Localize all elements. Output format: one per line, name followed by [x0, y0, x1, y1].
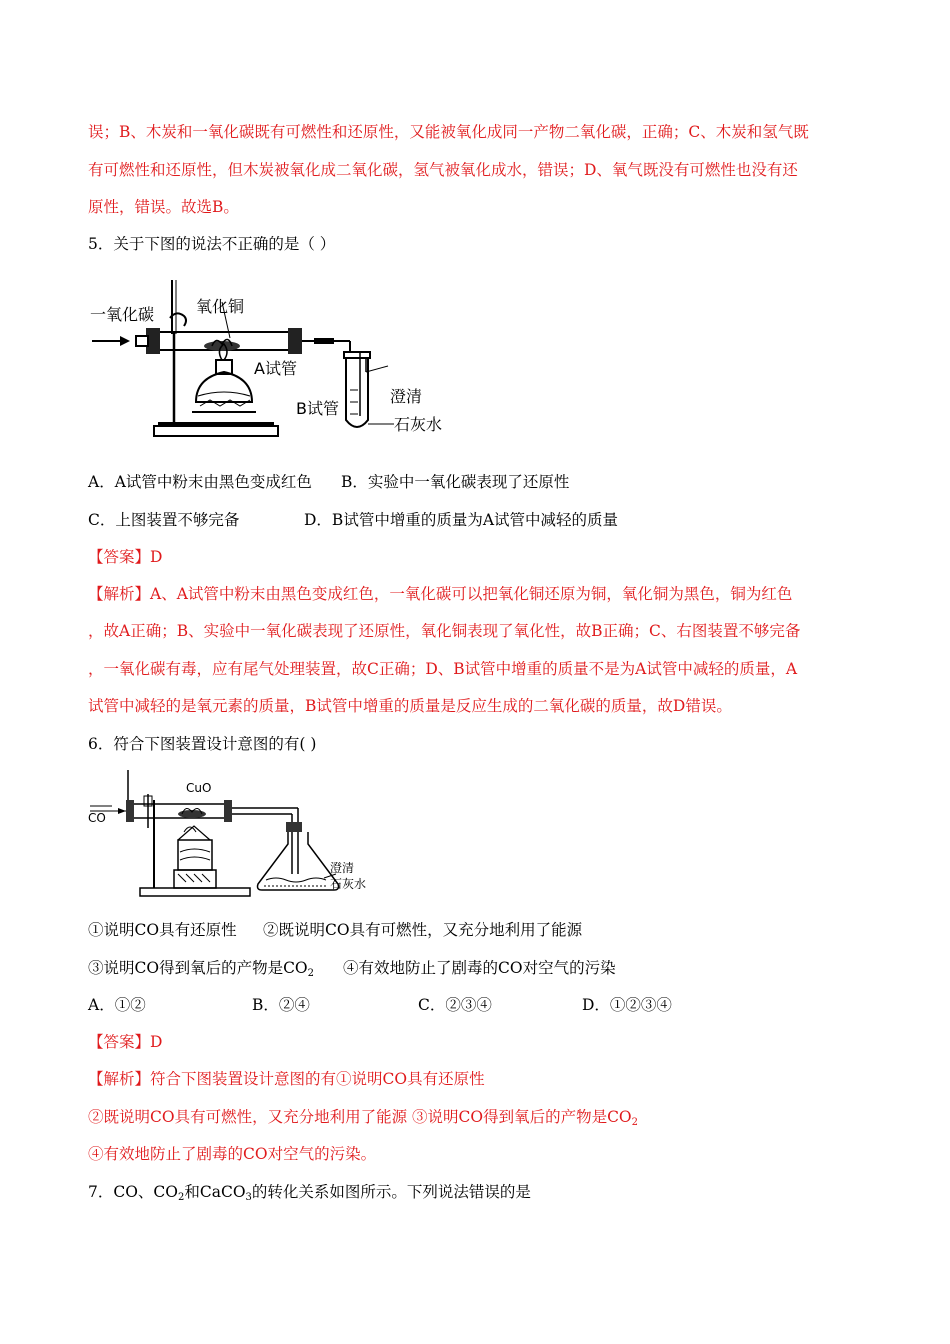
q6-statement-3: ③说明CO得到氧后的产物是$CO_2$ — [88, 959, 315, 979]
q6-option-b: B．②④ — [252, 996, 310, 1014]
q6-stem: 6．符合下图装置设计意图的有( ) — [88, 735, 317, 753]
q5-option-b: B．实验中一氧化碳表现了还原性 — [341, 473, 570, 491]
q5-option-d: D．B试管中增重的质量为A试管中减轻的质量 — [304, 511, 619, 529]
q5-label-tube-a: A试管 — [254, 359, 297, 378]
q5-label-limewater-1: 澄清 — [390, 387, 423, 406]
q6-explanation-line-2: ②既说明CO具有可燃性，又充分地利用了能源 ③说明CO得到氧后的产物是$CO_2$ — [88, 1108, 639, 1128]
q6-label-limewater-2: 石灰水 — [330, 877, 367, 891]
q6-statement-4: ④有效地防止了剧毒的CO对空气的污染 — [343, 959, 616, 977]
q6-option-c: C．②③④ — [418, 996, 492, 1014]
q5-explanation-line-4: 试管中减轻的是氧元素的质量，B试管中增重的质量是反应生成的二氧化碳的质量，故D错误。 — [88, 697, 732, 715]
q6-option-a: A．①② — [88, 996, 146, 1014]
q5-answer: 【答案】D — [88, 548, 163, 566]
q5-label-tube-b: B试管 — [296, 399, 339, 418]
q5-label-cuo: 氧化铜 — [196, 297, 245, 316]
prev-explanation-line-3: 原性，错误。故选B。 — [88, 198, 239, 216]
q6-statement-2: ②既说明CO具有可燃性，又充分地利用了能源 — [263, 921, 583, 939]
q5-option-a: A．A试管中粉末由黑色变成红色 — [88, 473, 312, 491]
q5-explanation-line-3: ，一氧化碳有毒，应有尾气处理装置，故C正确；D、B试管中增重的质量不是为A试管中减轻的质量，A — [88, 660, 798, 678]
q6-explanation-line-3: ④有效地防止了剧毒的CO对空气的污染。 — [88, 1145, 377, 1163]
q5-stem: 5．关于下图的说法不正确的是（ ） — [88, 235, 336, 253]
q7-stem: 7．CO、$CO_2$和CaCO$_3$的转化关系如图所示。下列说法错误的是 — [88, 1183, 531, 1203]
q5-explanation-line-1: 【解析】A、A试管中粉末由黑色变成红色，一氧化碳可以把氧化铜还原为铜，氧化铜为黑色，铜为红色 — [88, 585, 793, 603]
q5-label-limewater-2: 石灰水 — [394, 415, 443, 434]
q6-answer: 【答案】D — [88, 1033, 163, 1051]
q6-option-d: D．①②③④ — [582, 996, 672, 1014]
q5-option-c: C．上图装置不够完备 — [88, 511, 240, 529]
q5-label-gas: 一氧化碳 — [90, 305, 155, 324]
prev-explanation-line-1: 误；B、木炭和一氧化碳既有可燃性和还原性，又能被氧化成同一产物二氧化碳，正确；C、木炭和氢气既 — [88, 123, 809, 141]
prev-explanation-line-2: 有可燃性和还原性，但木炭被氧化成二氧化碳，氢气被氧化成水，错误；D、氧气既没有可燃性也没有还 — [88, 161, 798, 179]
q5-figure — [88, 272, 448, 444]
q6-label-co: CO — [88, 811, 106, 825]
q6-explanation-line-1: 【解析】符合下图装置设计意图的有①说明CO具有还原性 — [88, 1070, 485, 1088]
q6-statement-1: ①说明CO具有还原性 — [88, 921, 237, 939]
q5-explanation-line-2: ，故A正确；B、实验中一氧化碳表现了还原性，氧化铜表现了氧化性，故B正确；C、右图装置不够完备 — [88, 622, 801, 640]
q6-figure — [88, 770, 388, 898]
q6-label-cuo: CuO — [186, 781, 212, 795]
q6-label-limewater-1: 澄清 — [330, 861, 355, 875]
